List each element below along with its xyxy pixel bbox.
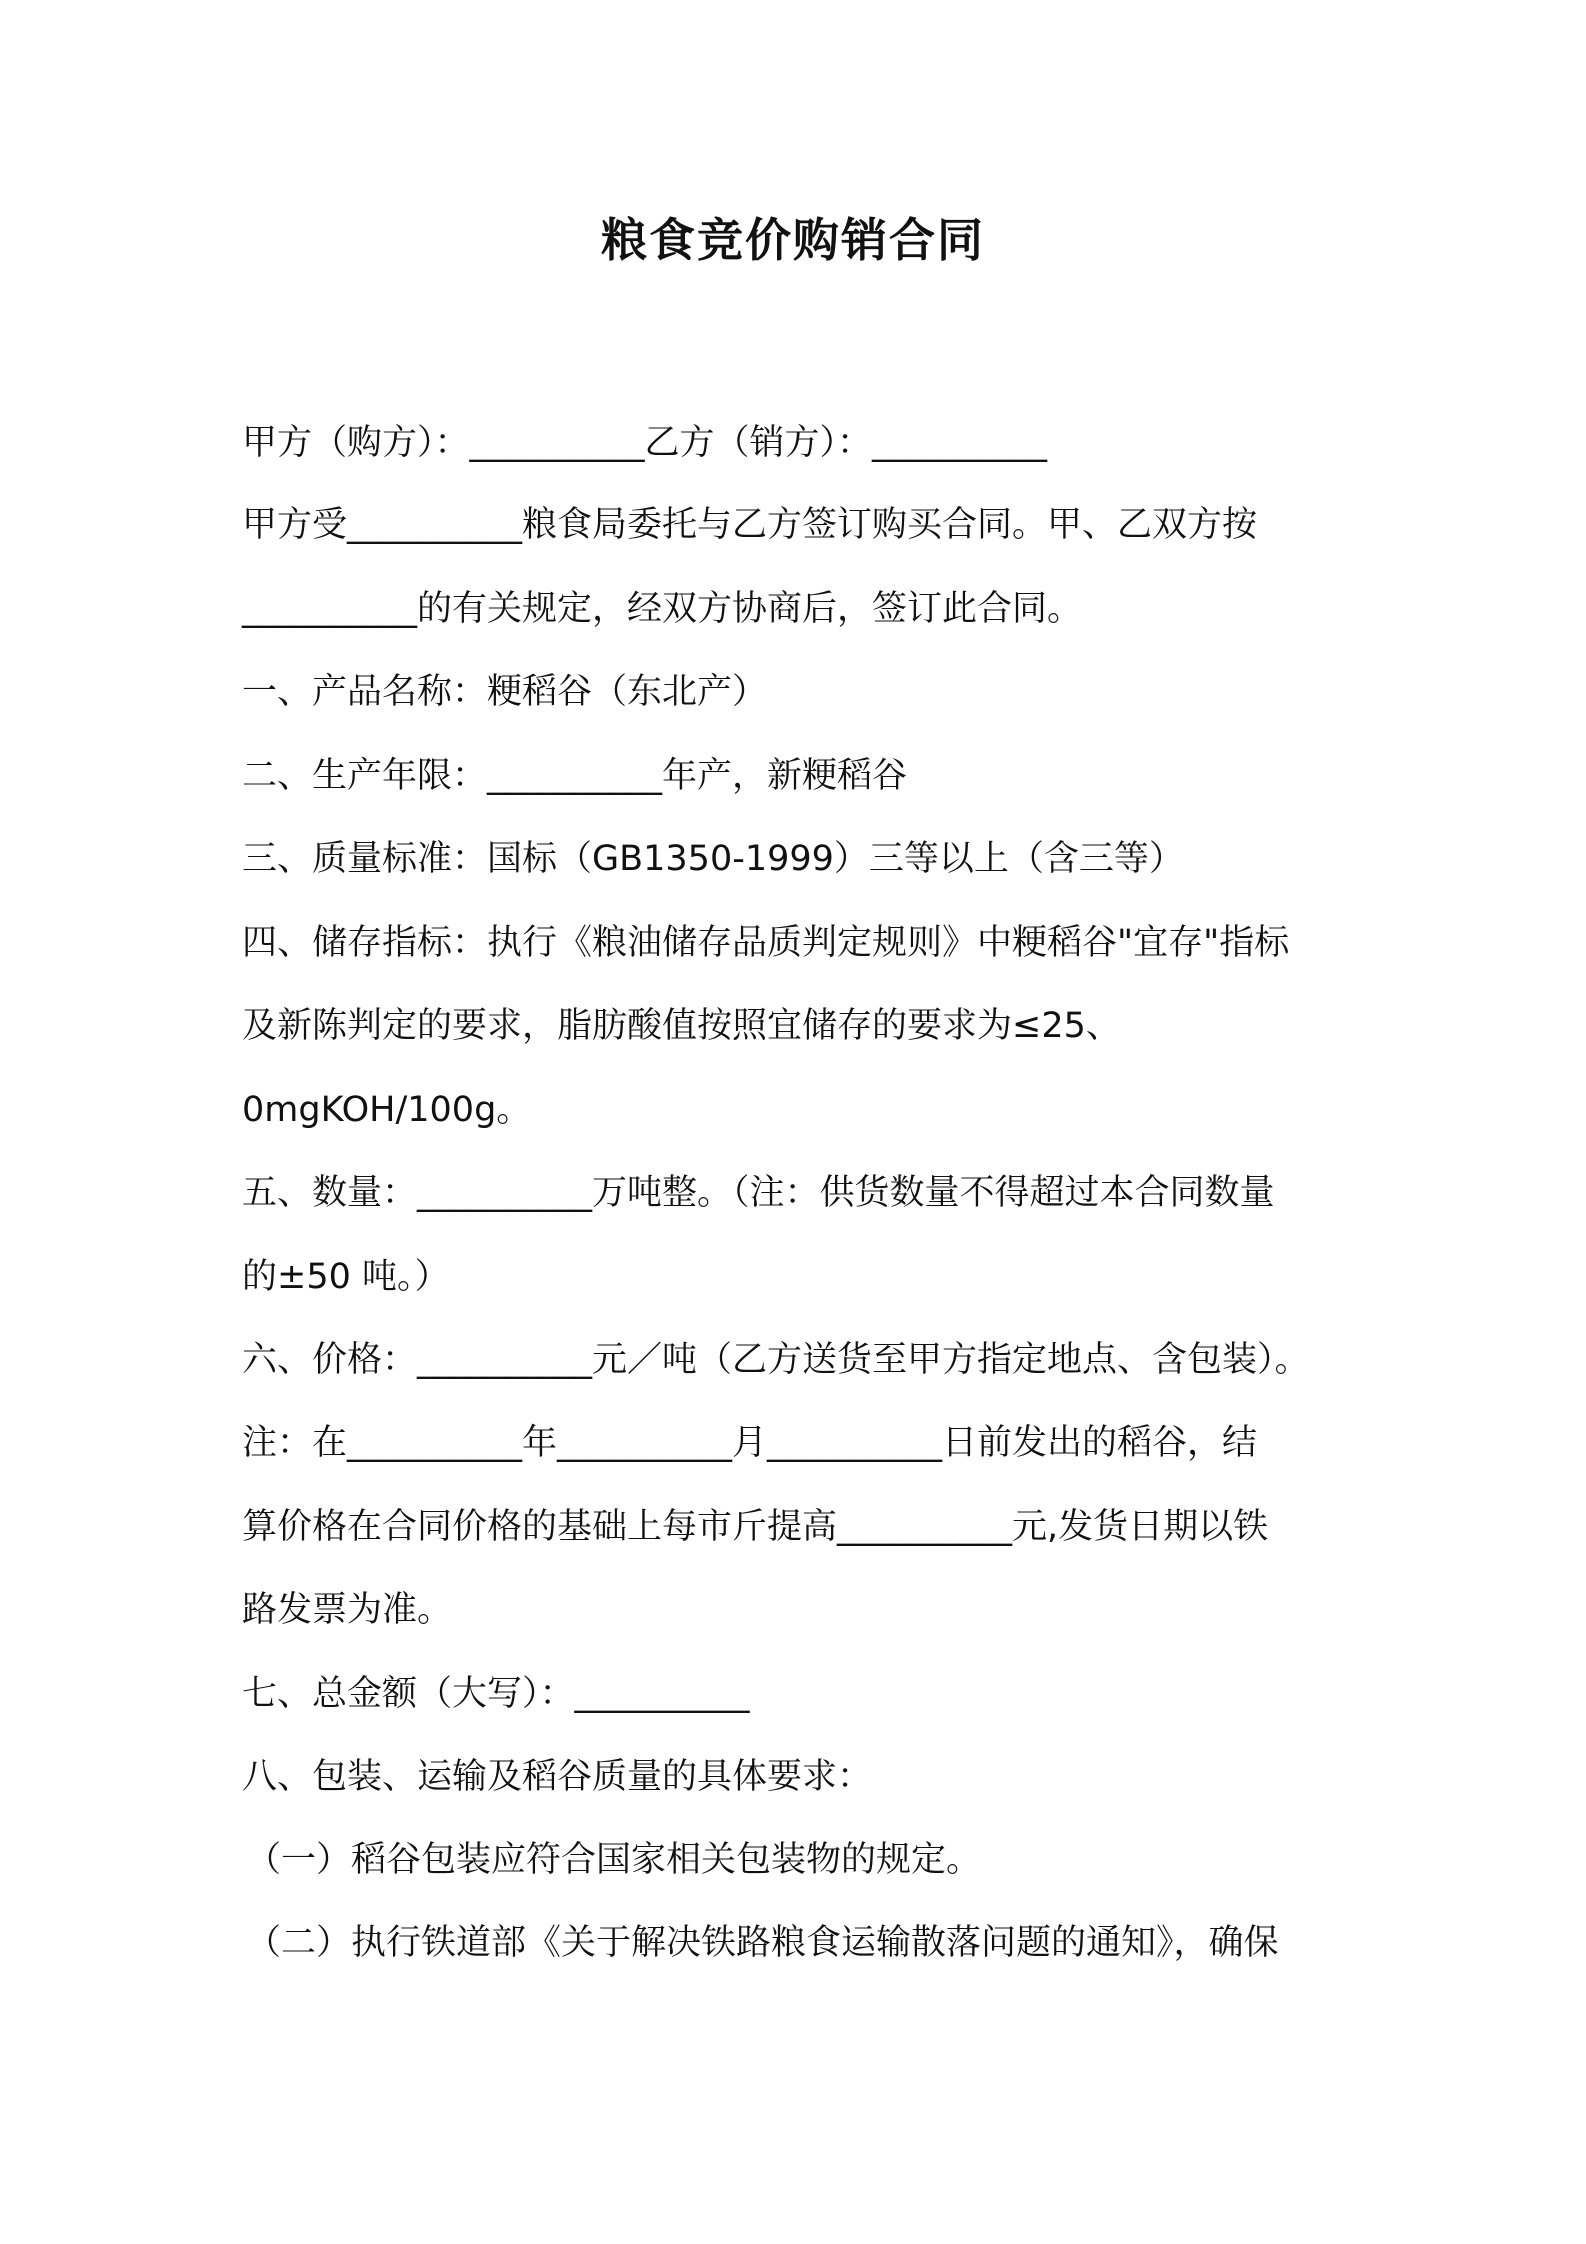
clause-4-storage-index-continued: 及新陈判定的要求，脂肪酸值按照宜储存的要求为≤25、 (242, 1006, 1121, 1046)
clause-6-note: 注：在__________年__________月__________日前发出的稻谷，结 (242, 1423, 1258, 1463)
clause-8-item-2: （二）执行铁道部《关于解决铁路粮食运输散落问题的通知》，确保 (246, 1923, 1279, 1963)
clause-3-quality-standard: 三、质量标准：国标（GB1350-1999）三等以上（含三等） (242, 839, 1184, 879)
clause-6-price: 六、价格：__________元／吨（乙方送货至甲方指定地点、含包装）。 (242, 1340, 1310, 1380)
document-title: 粮食竞价购销合同 (601, 213, 985, 267)
authorization-line: 甲方受__________粮食局委托与乙方签订购买合同。甲、乙双方按 (242, 505, 1258, 545)
clause-8-item-1: （一）稻谷包装应符合国家相关包装物的规定。 (246, 1840, 982, 1880)
clause-6-note-continued: 算价格在合同价格的基础上每市斤提高__________元,发货日期以铁 (242, 1507, 1269, 1547)
clause-5-quantity: 五、数量：__________万吨整。（注：供货数量不得超过本合同数量 (242, 1173, 1275, 1213)
clause-8-requirements: 八、包装、运输及稻谷质量的具体要求： (242, 1757, 873, 1797)
clause-2-production-year: 二、生产年限：__________年产，新粳稻谷 (242, 756, 908, 796)
authorization-line-continued: __________的有关规定，经双方协商后，签订此合同。 (242, 589, 1083, 629)
clause-5-quantity-continued: 的±50 吨。） (242, 1257, 450, 1297)
clause-4-storage-index: 四、储存指标：执行《粮油储存品质判定规则》中粳稻谷"宜存"指标 (242, 923, 1290, 963)
clause-1-product-name: 一、产品名称：粳稻谷（东北产） (242, 672, 768, 712)
clause-4-storage-index-value: 0mgKOH/100g。 (242, 1090, 532, 1130)
clause-6-note-end: 路发票为准。 (242, 1590, 453, 1630)
party-line: 甲方（购方）：__________乙方（销方）：__________ (242, 423, 1048, 463)
clause-7-total-amount: 七、总金额（大写）：__________ (242, 1674, 750, 1714)
